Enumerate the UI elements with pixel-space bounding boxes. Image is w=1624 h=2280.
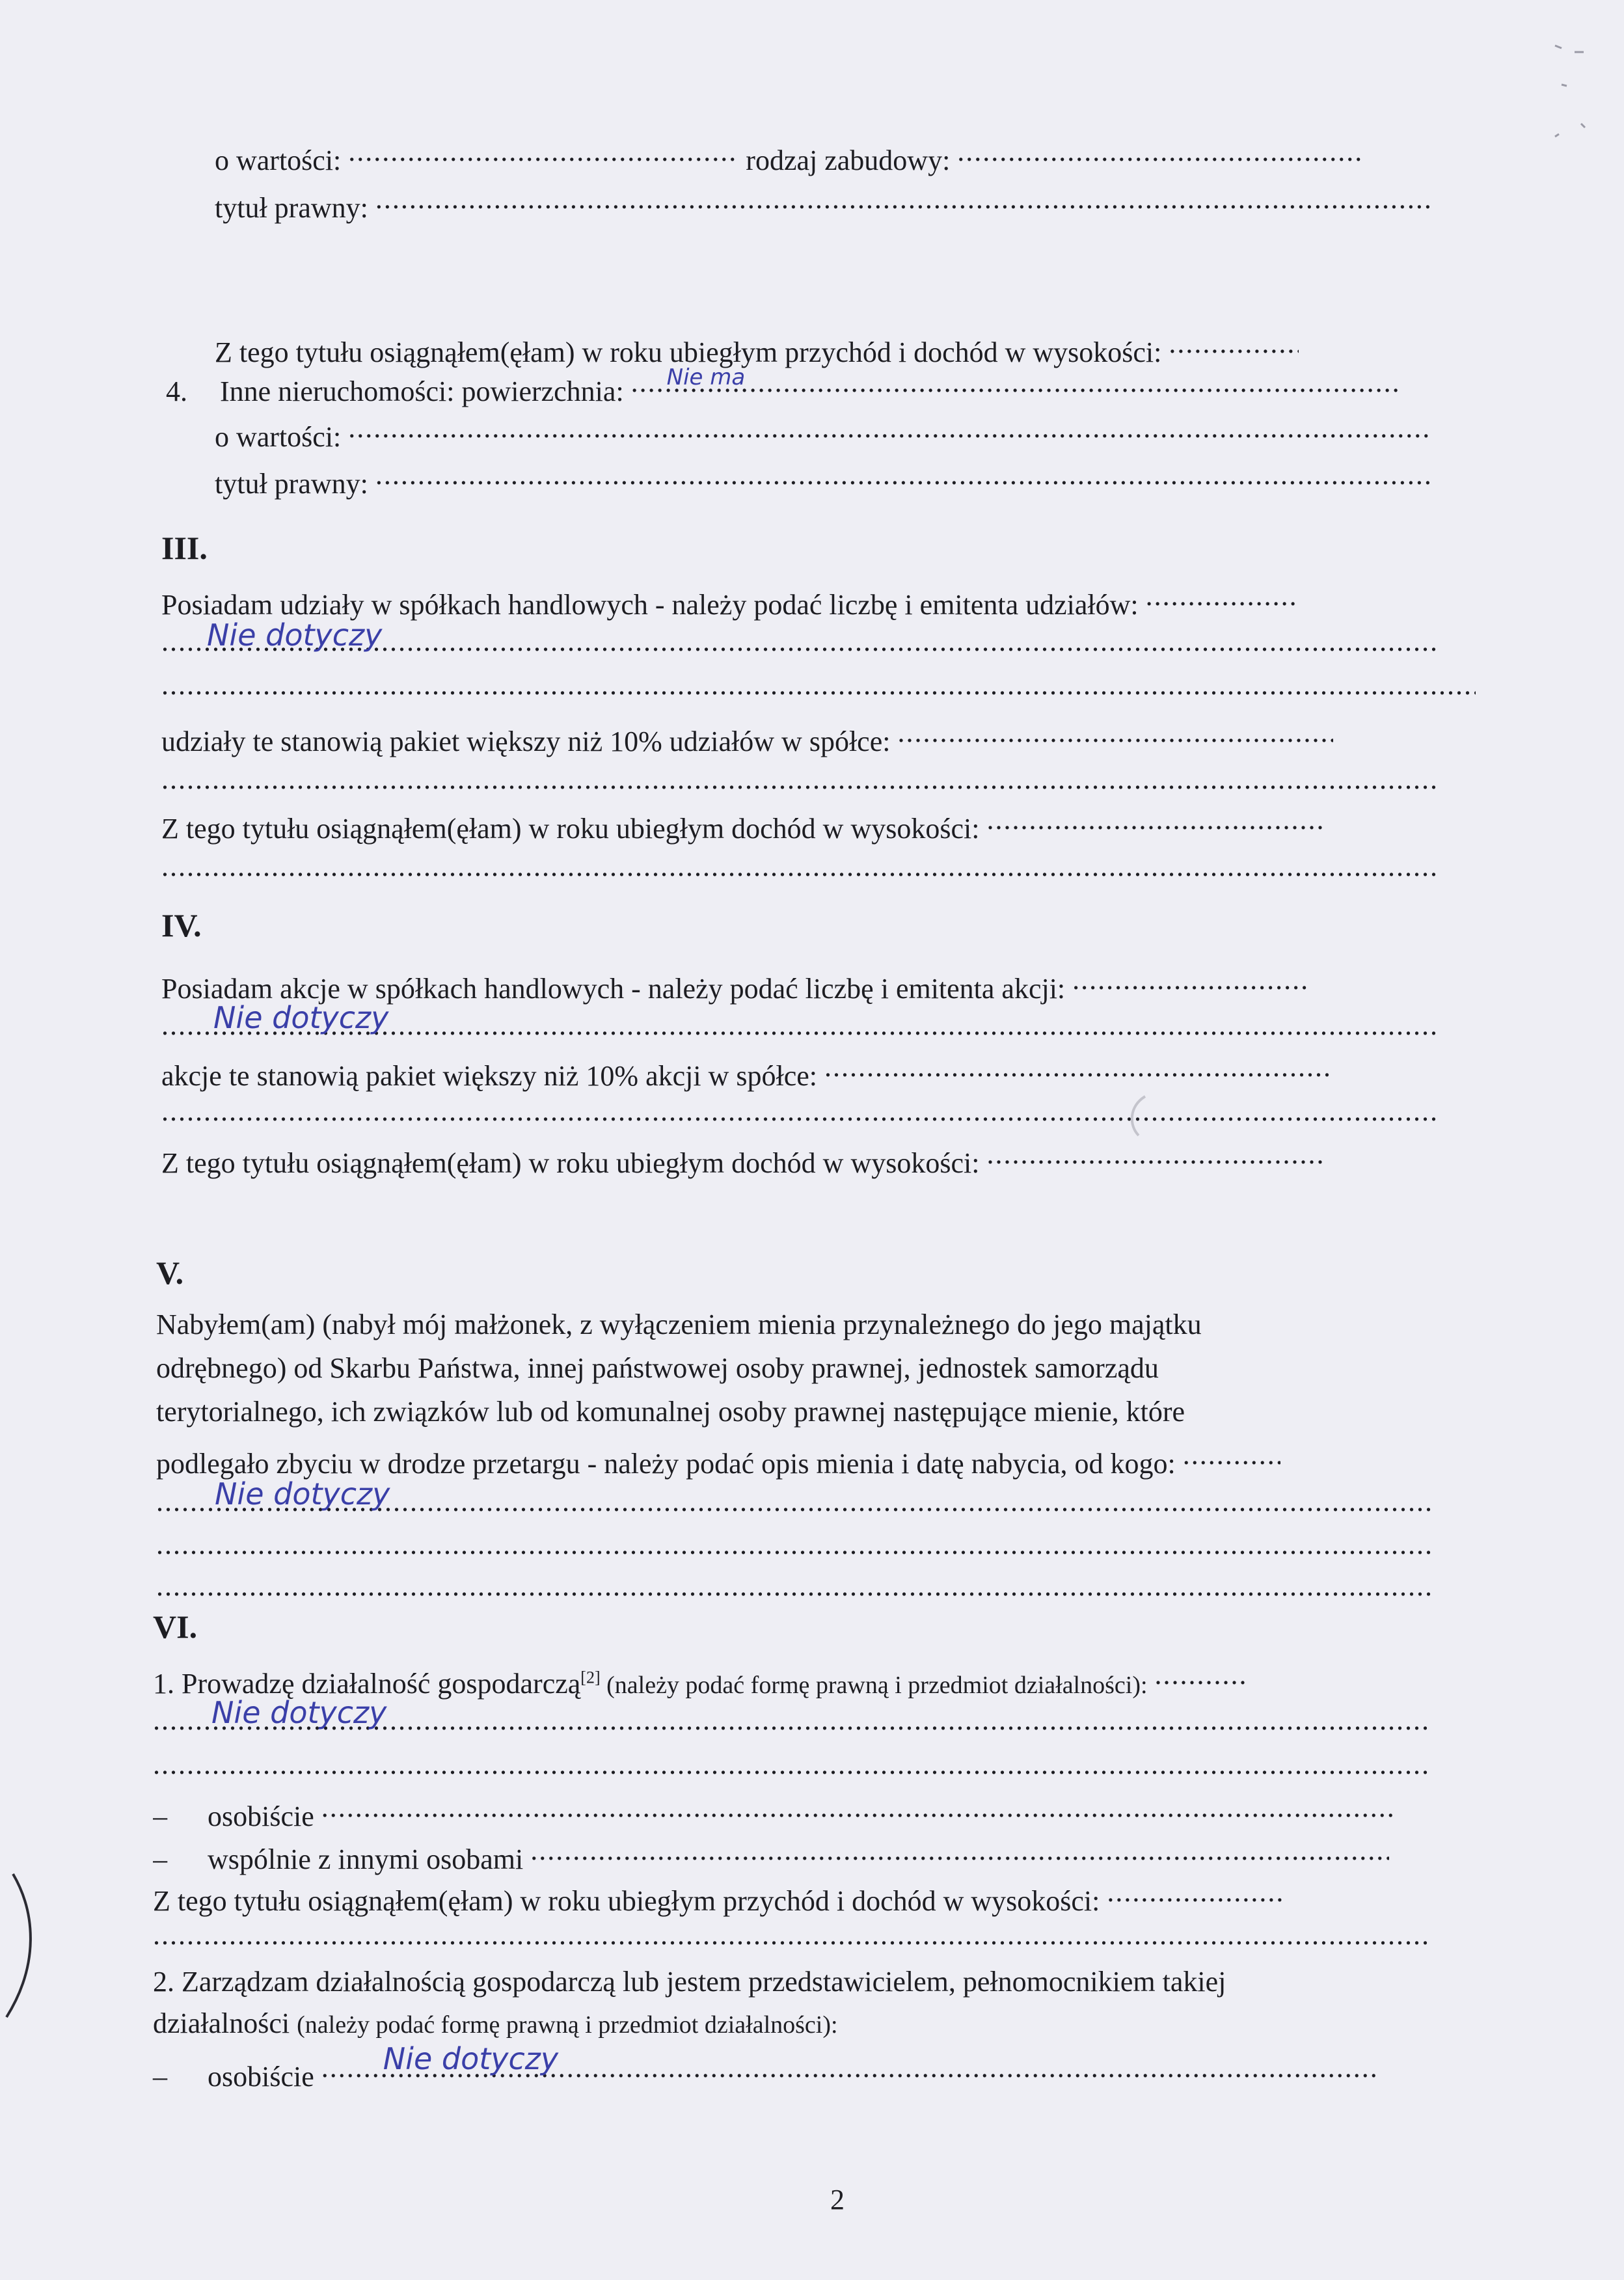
shares-package-text: udziały te stanowią pakiet większy niż 10% udziałów w spółce: <box>161 726 891 757</box>
vi-item2-line2 <box>153 2005 1487 2043</box>
stock-income-text: Z tego tytułu osiągnąłem(ęłam) w roku ubiegłym dochód w wysokości: <box>161 1147 980 1179</box>
vi-item1-note: (należy podać formę prawną i przedmiot działalności): <box>600 1672 1148 1699</box>
shares-text: Posiadam udziały w spółkach handlowych - należy podać liczbę i emitenta udziałów: <box>161 589 1139 621</box>
stock-income-dots <box>986 1136 1325 1173</box>
value-dots <box>348 133 738 170</box>
vi-item1-dots <box>1155 1657 1246 1693</box>
other-legal-title-dots <box>375 457 1429 493</box>
stock-answer-line <box>161 1000 1463 1053</box>
vi-item2-line2-main: działalności <box>153 2007 297 2039</box>
section-v-line4: podlegało zbyciu w drodze przetargu - należy podać opis mienia i datę nabycia, od kogo: <box>156 1448 1176 1480</box>
stock-package-text: akcje te stanowią pakiet większy niż 10% akcji w spółce: <box>161 1060 817 1092</box>
vi-income-blank <box>153 1917 1454 1962</box>
other-value-line <box>215 410 1451 455</box>
margin-stroke-mark <box>0 1867 52 2030</box>
section-v-line1: Nabyłem(am) (nabył mój małżonek, z wyłączeniem mienia przynależnego do jego majątku <box>156 1309 1202 1340</box>
shares-package-blank-dots <box>161 761 1437 798</box>
other-property-label: Inne nieruchomości: powierzchnia: <box>220 375 624 407</box>
section-v-line3: terytorialnego, ich związków lub od komunalnej osoby prawnej następujące mienie, które <box>156 1396 1185 1428</box>
vi-dash-1: – <box>153 1800 167 1832</box>
income-text-ii3: Z tego tytułu osiągnąłem(ęłam) w roku ubiegłym przychód i dochód w wysokości: <box>215 336 1162 368</box>
other-legal-title-label: tytuł prawny: <box>215 468 368 500</box>
vi-item2-line1: 2. Zarządzam działalnością gospodarczą lub jestem przedstawicielem, pełnomocnikiem takiej <box>153 1966 1226 1998</box>
handwritten-nie-dotyczy-vi-1: Nie dotyczy <box>211 1695 387 1730</box>
vi-item1-answer-line <box>153 1695 1454 1748</box>
handwritten-nie-dotyczy-iii: Nie dotyczy <box>207 618 383 653</box>
stock-package-dots <box>824 1049 1332 1085</box>
shares-income-blank-dots <box>161 848 1437 885</box>
stock-package-blank-dots <box>161 1093 1437 1130</box>
shares-package-blank <box>161 761 1463 807</box>
handwritten-nie-ma: Nie ma <box>666 364 746 390</box>
vi-item2-personally-label: osobiście <box>208 2061 314 2093</box>
shares-package-dots <box>897 714 1333 751</box>
handwritten-nie-dotyczy-iv: Nie dotyczy <box>213 1000 389 1035</box>
stock-income-line <box>161 1136 1463 1182</box>
section-vi-heading: VI. <box>153 1608 198 1645</box>
vi-item2-line2-note: (należy podać formę prawną i przedmiot działalności): <box>297 2011 838 2039</box>
vi-item1-main: 1. Prowadzę działalność gospodarczą <box>153 1668 581 1700</box>
vi-dash-2: – <box>153 1843 167 1875</box>
section-v-blank1-dots <box>156 1527 1431 1563</box>
item-number-4: 4. <box>166 375 187 407</box>
shares-income-dots <box>986 802 1325 838</box>
vi-dash-3: – <box>153 2061 167 2093</box>
income-dots-ii3 <box>1169 325 1299 362</box>
legal-title-dots <box>375 181 1429 217</box>
vi-item1-blank-dots <box>153 1746 1428 1783</box>
section-v-line2: odrębnego) od Skarbu Państwa, innej państwowej osoby prawnej, jednostek samorządu <box>156 1352 1159 1384</box>
vi-income-dots <box>1107 1874 1282 1910</box>
value-building-line <box>215 133 1451 179</box>
section-iv-heading: IV. <box>161 907 202 943</box>
vi-personally-line <box>153 1789 1454 1835</box>
vi-jointly-line <box>153 1832 1454 1878</box>
shares-blank-line <box>161 667 1482 712</box>
other-property-dots <box>631 364 1399 401</box>
other-value-dots <box>348 410 1428 446</box>
shares-income-line <box>161 802 1463 847</box>
shares-dots <box>1146 578 1295 614</box>
section-v-answer-line <box>156 1476 1457 1529</box>
shares-blank-dots <box>161 667 1476 703</box>
other-property-line <box>166 364 1467 410</box>
vi-income-blank-dots <box>153 1917 1428 1953</box>
shares-answer-line <box>161 618 1463 669</box>
legal-title-label: tytuł prawny: <box>215 192 368 224</box>
building-type-dots <box>957 133 1360 170</box>
vi-item1-footnote: [2] <box>580 1668 601 1687</box>
handwritten-nie-dotyczy-v: Nie dotyczy <box>215 1476 390 1512</box>
vi-jointly-dots <box>530 1832 1389 1869</box>
stock-package-blank <box>161 1093 1463 1139</box>
other-value-label: o wartości: <box>215 421 342 453</box>
shares-package-line <box>161 714 1463 760</box>
vi-item1-blank <box>153 1746 1454 1792</box>
handwritten-nie-dotyczy-vi-2: Nie dotyczy <box>383 2041 559 2076</box>
vi-personally-dots <box>321 1789 1395 1826</box>
section-v-blank1 <box>156 1527 1457 1572</box>
corner-scan-marks <box>1542 39 1607 156</box>
stock-package-line <box>161 1049 1463 1094</box>
shares-income-text: Z tego tytułu osiągnąłem(ęłam) w roku ubiegłym dochód w wysokości: <box>161 813 980 845</box>
faint-pen-mark <box>1119 1093 1158 1139</box>
value-label: o wartości: <box>215 144 342 176</box>
section-v-line4-dots <box>1183 1437 1280 1473</box>
legal-title-line <box>215 181 1451 226</box>
stock-text: Posiadam akcje w spółkach handlowych - należy podać liczbę i emitenta akcji: <box>161 973 1066 1005</box>
vi-item2-personally-line <box>153 2041 1454 2095</box>
section-v-heading: V. <box>156 1255 184 1291</box>
vi-income-text: Z tego tytułu osiągnąłem(ęłam) w roku ubiegłym przychód i dochód w wysokości: <box>153 1885 1100 1917</box>
vi-jointly-label: wspólnie z innymi osobami <box>208 1843 524 1875</box>
section-iii-heading: III. <box>161 530 208 566</box>
vi-income-line <box>153 1874 1454 1920</box>
vi-personally-label: osobiście <box>208 1800 314 1832</box>
section-v-blank2 <box>156 1568 1457 1614</box>
shares-income-blank <box>161 848 1463 894</box>
stock-dots <box>1072 962 1306 998</box>
page-number: 2 <box>830 2184 845 2216</box>
building-type-label: rodzaj zabudowy: <box>746 144 951 176</box>
other-legal-title-line <box>215 457 1451 502</box>
section-v-blank2-dots <box>156 1568 1431 1605</box>
